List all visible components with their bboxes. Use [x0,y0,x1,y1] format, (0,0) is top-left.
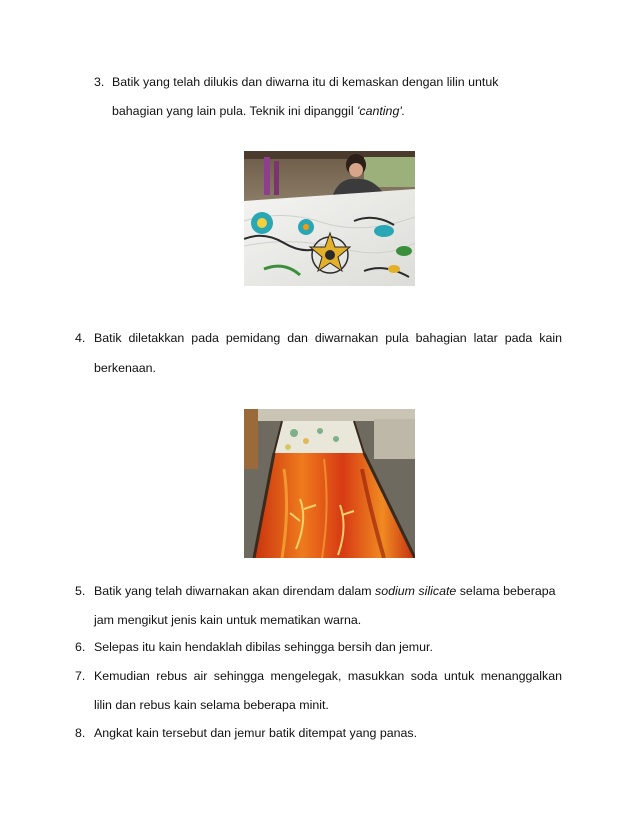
item-3-term-canting: 'canting'. [357,104,406,118]
item-5-number: 5. [75,584,86,598]
photo-batik-frame [244,409,415,558]
item-5-line2: jam mengikut jenis kain untuk mematikan warna. [94,613,362,627]
item-7-number: 7. [75,669,86,683]
item-4-line2: berkenaan. [94,361,157,375]
item-3-line2-text: bahagian yang lain pula. Teknik ini dipanggil [112,104,358,118]
item-3-line2 [112,104,405,119]
item-7-line2: lilin dan rebus kain selama beberapa minit. [94,698,329,712]
item-7-line1: Kemudian rebus air sehingga mengelegak, masukkan soda untuk menanggalkan [94,669,562,683]
item-5-line1-tail: selama beberapa [456,584,556,598]
item-8-line1: Angkat kain tersebut dan jemur batik ditempat yang panas. [94,726,418,740]
photo-batik-canting-image [244,151,415,286]
photo-batik-frame-image [244,409,415,558]
item-5-term-sodium-silicate: sodium silicate [375,584,457,598]
item-4-number: 4. [75,331,86,345]
item-5-line1-text: Batik yang telah diwarnakan akan direndam dalam [94,584,376,598]
item-3-line1: Batik yang telah dilukis dan diwarna itu di kemaskan dengan lilin untuk [112,75,499,89]
photo-batik-canting [244,151,415,286]
item-6-line1: Selepas itu kain hendaklah dibilas sehingga bersih dan jemur. [94,640,433,654]
item-6-number: 6. [75,640,86,654]
item-8-number: 8. [75,726,86,740]
item-4-line1: Batik diletakkan pada pemidang dan diwarnakan pula bahagian latar pada kain [94,331,562,345]
item-3-number: 3. [94,75,105,89]
item-5-line1 [94,584,562,599]
